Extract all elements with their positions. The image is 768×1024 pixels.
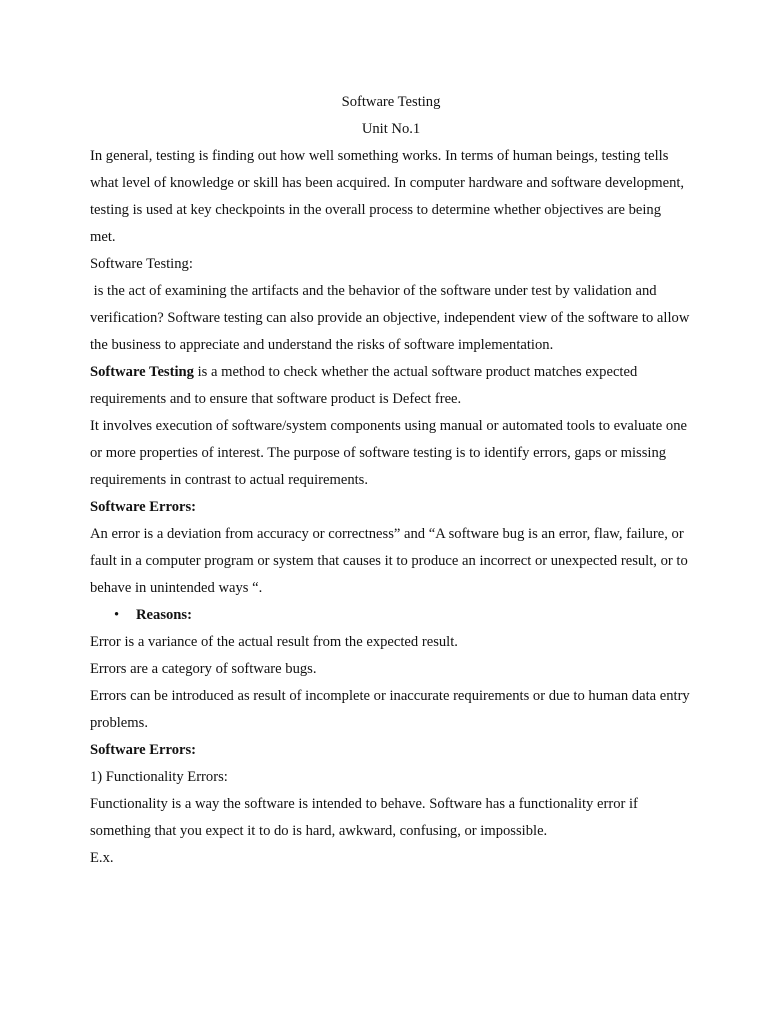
document-body <box>90 89 694 872</box>
reason-2: Errors are a category of software bugs. <box>90 661 317 677</box>
functionality-heading: 1) Functionality Errors: <box>90 769 228 785</box>
reason-1: Error is a variance of the actual result from the expected result. <box>90 634 458 650</box>
method-bold-term: Software Testing <box>90 364 194 380</box>
bullet-icon: • <box>114 607 120 623</box>
errors-heading: Software Errors: <box>90 499 197 515</box>
document-title: Software Testing <box>341 94 441 110</box>
error-definition-paragraph: An error is a deviation from accuracy or correctness” and “A software bug is an error, flaw, failure, or fault in a computer program or system that causes it to produce an incorrect or unexpected result, or to behave in unintended ways “. <box>90 526 688 596</box>
reasons-heading: Reasons: <box>136 607 192 623</box>
functionality-paragraph: Functionality is a way the software is intended to behave. Software has a functionality error if something that you expect it to do is hard, awkward, confusing, or impossible. <box>90 796 638 839</box>
definition-heading: Software Testing: <box>90 256 193 272</box>
intro-paragraph: In general, testing is finding out how well something works. In terms of human beings, testing tells what level of knowledge or skill has been acquired. In computer hardware and software development, testing is used at key checkpoints in the overall process to determine whether objectives are being met. <box>90 148 685 245</box>
unit-number: Unit No.1 <box>361 121 421 137</box>
errors-heading-2: Software Errors: <box>90 742 197 758</box>
method-text: is a method to check whether the actual software product matches expected requirements and to ensure that software product is Defect free. <box>90 364 638 407</box>
reason-3: Errors can be introduced as result of incomplete or inaccurate requirements or due to human data entry problems. <box>90 688 690 731</box>
method-paragraph <box>90 359 690 413</box>
involves-paragraph: It involves execution of software/system components using manual or automated tools to evaluate one or more properties of interest. The purpose of software testing is to identify errors, gaps or missing requirements in contrast to actual requirements. <box>90 418 687 488</box>
reasons-bullet <box>90 602 690 629</box>
example-label: E.x. <box>90 850 114 866</box>
definition-paragraph: is the act of examining the artifacts and the behavior of the software under test by validation and verification? Software testing can also provide an objective, independent view of the software to allow the business to appreciate and understand the risks of software implementation. <box>90 283 694 353</box>
